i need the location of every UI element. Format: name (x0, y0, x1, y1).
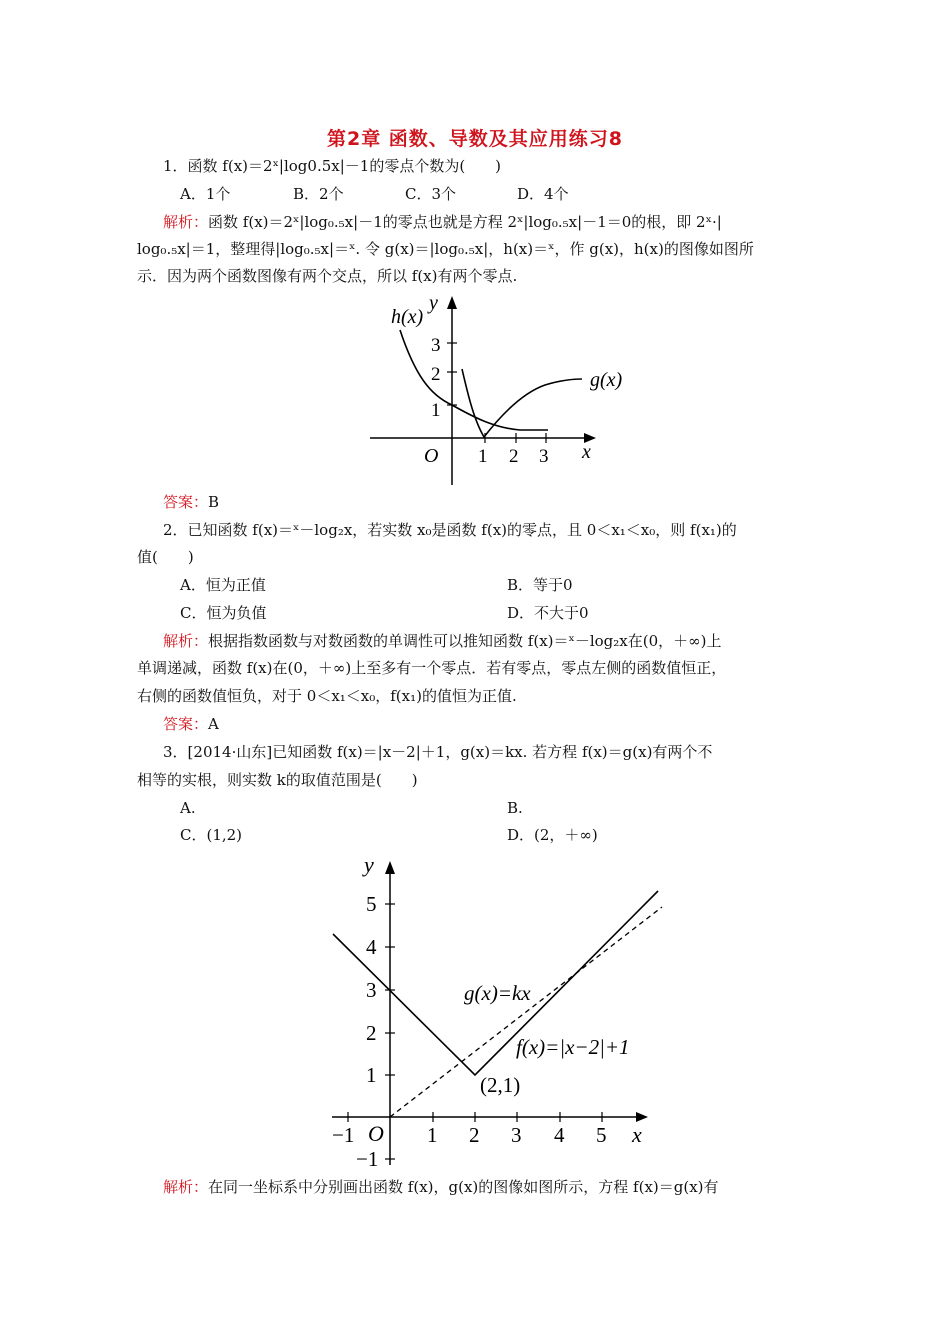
g-label: g(x) (590, 369, 623, 391)
q1-answer (163, 491, 219, 513)
q1-option-c: C．3个 (405, 185, 457, 203)
x-tick-2: 2 (509, 446, 519, 467)
y-tick-4: 4 (366, 935, 377, 959)
origin-label: O (368, 1121, 384, 1146)
y-tick-5: 5 (366, 892, 377, 916)
y-tick-3: 3 (431, 335, 441, 356)
y-tick-3: 3 (366, 978, 377, 1002)
answer-label: 答案： (163, 493, 209, 511)
q2-stem-line-1: 2．已知函数 f(x)＝ˣ－log₂x，若实数 x₀是函数 f(x)的零点，且 0＜x₁＜x₀，则 f(x₁)的 (163, 521, 737, 539)
figure-2-graph (320, 845, 670, 1175)
figure-1-graph (380, 290, 623, 490)
q2-option-c: C．恒为负值 (180, 604, 267, 622)
y-tick-1: 1 (366, 1063, 377, 1087)
y-tick-neg1: −1 (356, 1147, 379, 1171)
x-axis-label: x (632, 1122, 642, 1147)
q3-option-a: A. (180, 799, 196, 817)
q2-answer-value: A (208, 715, 219, 733)
y-tick-2: 2 (366, 1021, 377, 1045)
x-tick-1: 1 (427, 1123, 438, 1147)
q1-analysis-text-1: 函数 f(x)＝2ˣ|log₀.₅x|－1的零点也就是方程 2ˣ|log₀.₅x|－1＝0的根，即 2ˣ·| (208, 213, 722, 231)
q1-analysis-line-2: log₀.₅x|＝1，整理得|log₀.₅x|＝ˣ. 令 g(x)＝|log₀.₅x|，h(x)＝ˣ，作 g(x)，h(x)的图像如图所 (137, 240, 754, 258)
q2-analysis-line-1 (163, 630, 722, 652)
x-tick-3: 3 (539, 446, 549, 467)
x-tick-2: 2 (469, 1123, 480, 1147)
g-graph-dashed-line (390, 907, 662, 1117)
q2-option-b: B．等于0 (507, 576, 573, 594)
x-tick-1: 1 (478, 446, 488, 467)
q1-analysis-line-1 (163, 211, 722, 233)
q2-stem-line-2: 值( ) (137, 548, 194, 566)
x-axis-label: x (582, 441, 591, 463)
x-tick-4: 4 (554, 1123, 565, 1147)
q1-analysis-line-3: 示．因为两个函数图像有两个交点，所以 f(x)有两个零点. (137, 267, 518, 285)
q2-analysis-line-2: 单调递减，函数 f(x)在(0，＋∞)上至多有一个零点．若有零点，零点左侧的函数值恒正， (137, 659, 727, 677)
x-tick-5: 5 (596, 1123, 607, 1147)
g-curve (462, 369, 582, 437)
origin-label: O (424, 445, 439, 467)
q3-option-d: D．(2，＋∞) (507, 826, 598, 844)
x-tick-3: 3 (511, 1123, 522, 1147)
q1-stem: 1．函数 f(x)＝2ˣ|log0.5x|－1的零点个数为( ) (163, 157, 502, 175)
y-tick-1: 1 (431, 400, 441, 421)
q2-analysis-text-1: 根据指数函数与对数函数的单调性可以推知函数 f(x)＝ˣ－log₂x在(0，＋∞)上 (208, 632, 722, 650)
q3-option-b: B. (507, 799, 523, 817)
q2-answer (163, 713, 219, 735)
q1-option-b: B．2个 (293, 185, 344, 203)
analysis-label: 解析： (163, 632, 209, 650)
page-title: 第2章 函数、导数及其应用练习8 (326, 128, 624, 150)
analysis-label: 解析： (163, 213, 209, 231)
q2-option-a: A．恒为正值 (180, 576, 266, 594)
q3-option-c: C．(1,2) (180, 826, 243, 844)
q1-option-a: A．1个 (180, 185, 231, 203)
q1-option-d: D．4个 (517, 185, 569, 203)
g-function-label: g(x)=kx (464, 981, 531, 1005)
y-axis-label: y (364, 852, 374, 877)
answer-label: 答案： (163, 715, 209, 733)
q2-analysis-line-3: 右侧的函数值恒负，对于 0＜x₁＜x₀，f(x₁)的值恒为正值. (137, 687, 517, 705)
q3-stem-line-1: 3．[2014·山东]已知函数 f(x)＝|x－2|＋1，g(x)＝kx. 若方程 f(x)＝g(x)有两个不 (163, 743, 713, 761)
analysis-label: 解析： (163, 1178, 209, 1196)
vertex-point-label: (2,1) (480, 1073, 521, 1097)
q3-analysis-text-1: 在同一坐标系中分别画出函数 f(x)，g(x)的图像如图所示，方程 f(x)＝g(x)有 (208, 1178, 719, 1196)
q3-analysis-line-1 (163, 1176, 719, 1198)
y-tick-2: 2 (431, 364, 441, 385)
q3-stem-line-2: 相等的实根，则实数 k的取值范围是( ) (137, 771, 418, 789)
q2-option-d: D．不大于0 (507, 604, 589, 622)
f-function-label: f(x)=|x−2|+1 (516, 1035, 630, 1059)
y-axis-label: y (429, 292, 438, 314)
q1-answer-value: B (208, 493, 220, 511)
x-tick-neg1: −1 (332, 1123, 355, 1147)
h-label: h(x) (391, 306, 424, 328)
